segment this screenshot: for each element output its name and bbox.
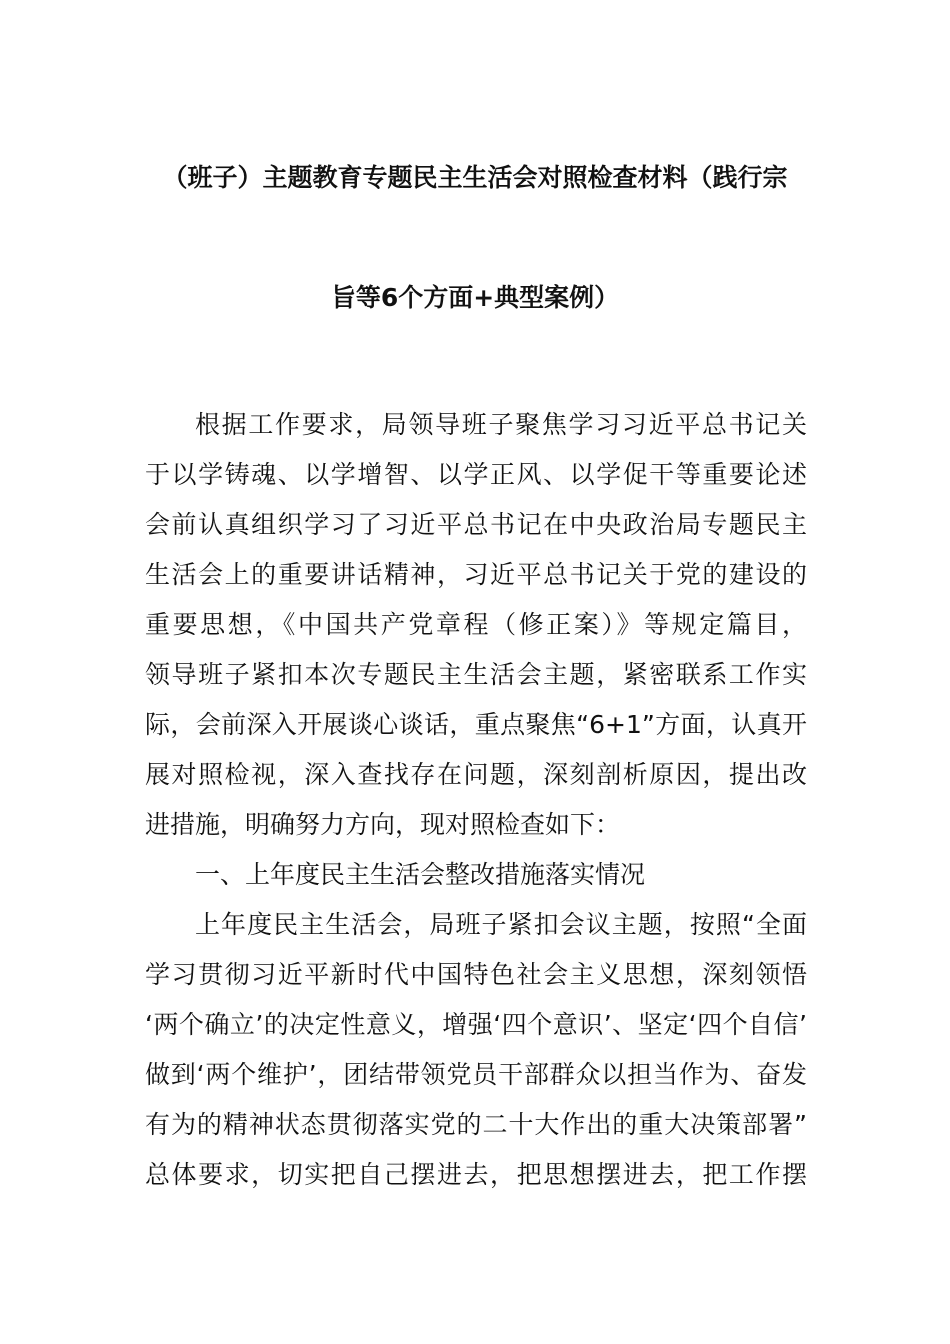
paragraph-1-line: 领导班子紧扣本次专题民主生活会主题，紧密联系工作实	[145, 660, 807, 689]
paragraph-1-line: 于以学铸魂、以学增智、以学正风、以学促干等重要论述	[145, 460, 807, 489]
paragraph-2-line: 做到‘两个维护’，团结带领党员干部群众以担当作为、奋发	[145, 1060, 807, 1089]
paragraph-1-line: 会前认真组织学习了习近平总书记在中央政治局专题民主	[145, 510, 807, 539]
paragraph-2-line: 学习贯彻习近平新时代中国特色社会主义思想，深刻领悟	[145, 960, 807, 989]
section-heading: 一、上年度民主生活会整改措施落实情况	[195, 860, 646, 889]
document-body	[145, 400, 807, 1200]
paragraph-1-line: 展对照检视，深入查找存在问题，深刻剖析原因，提出改	[145, 760, 807, 789]
document-title-line-2: 旨等6个方面+典型案例）	[330, 283, 620, 312]
paragraph-2-line: ‘两个确立’的决定性意义，增强‘四个意识’、坚定‘四个自信’	[145, 1010, 807, 1039]
paragraph-1-line: 进措施，明确努力方向，现对照检查如下：	[145, 810, 621, 839]
paragraph-2-line: 有为的精神状态贯彻落实党的二十大作出的重大决策部署”	[145, 1110, 807, 1139]
paragraph-1-line: 重要思想，《中国共产党章程（修正案）》等规定篇目，	[145, 610, 807, 639]
paragraph-2-line: 上年度民主生活会，局班子紧扣会议主题，按照“全面	[195, 910, 807, 939]
paragraph-2-line: 总体要求，切实把自己摆进去，把思想摆进去，把工作摆	[145, 1160, 807, 1189]
paragraph-1-line: 根据工作要求，局领导班子聚焦学习习近平总书记关	[195, 410, 807, 439]
paragraph-1-line: 际，会前深入开展谈心谈话，重点聚焦“6+1”方面，认真开	[145, 710, 807, 739]
document-title-line-1: （班子）主题教育专题民主生活会对照检查材料（践行宗	[162, 163, 788, 192]
paragraph-1-line: 生活会上的重要讲话精神，习近平总书记关于党的建设的	[145, 560, 807, 589]
